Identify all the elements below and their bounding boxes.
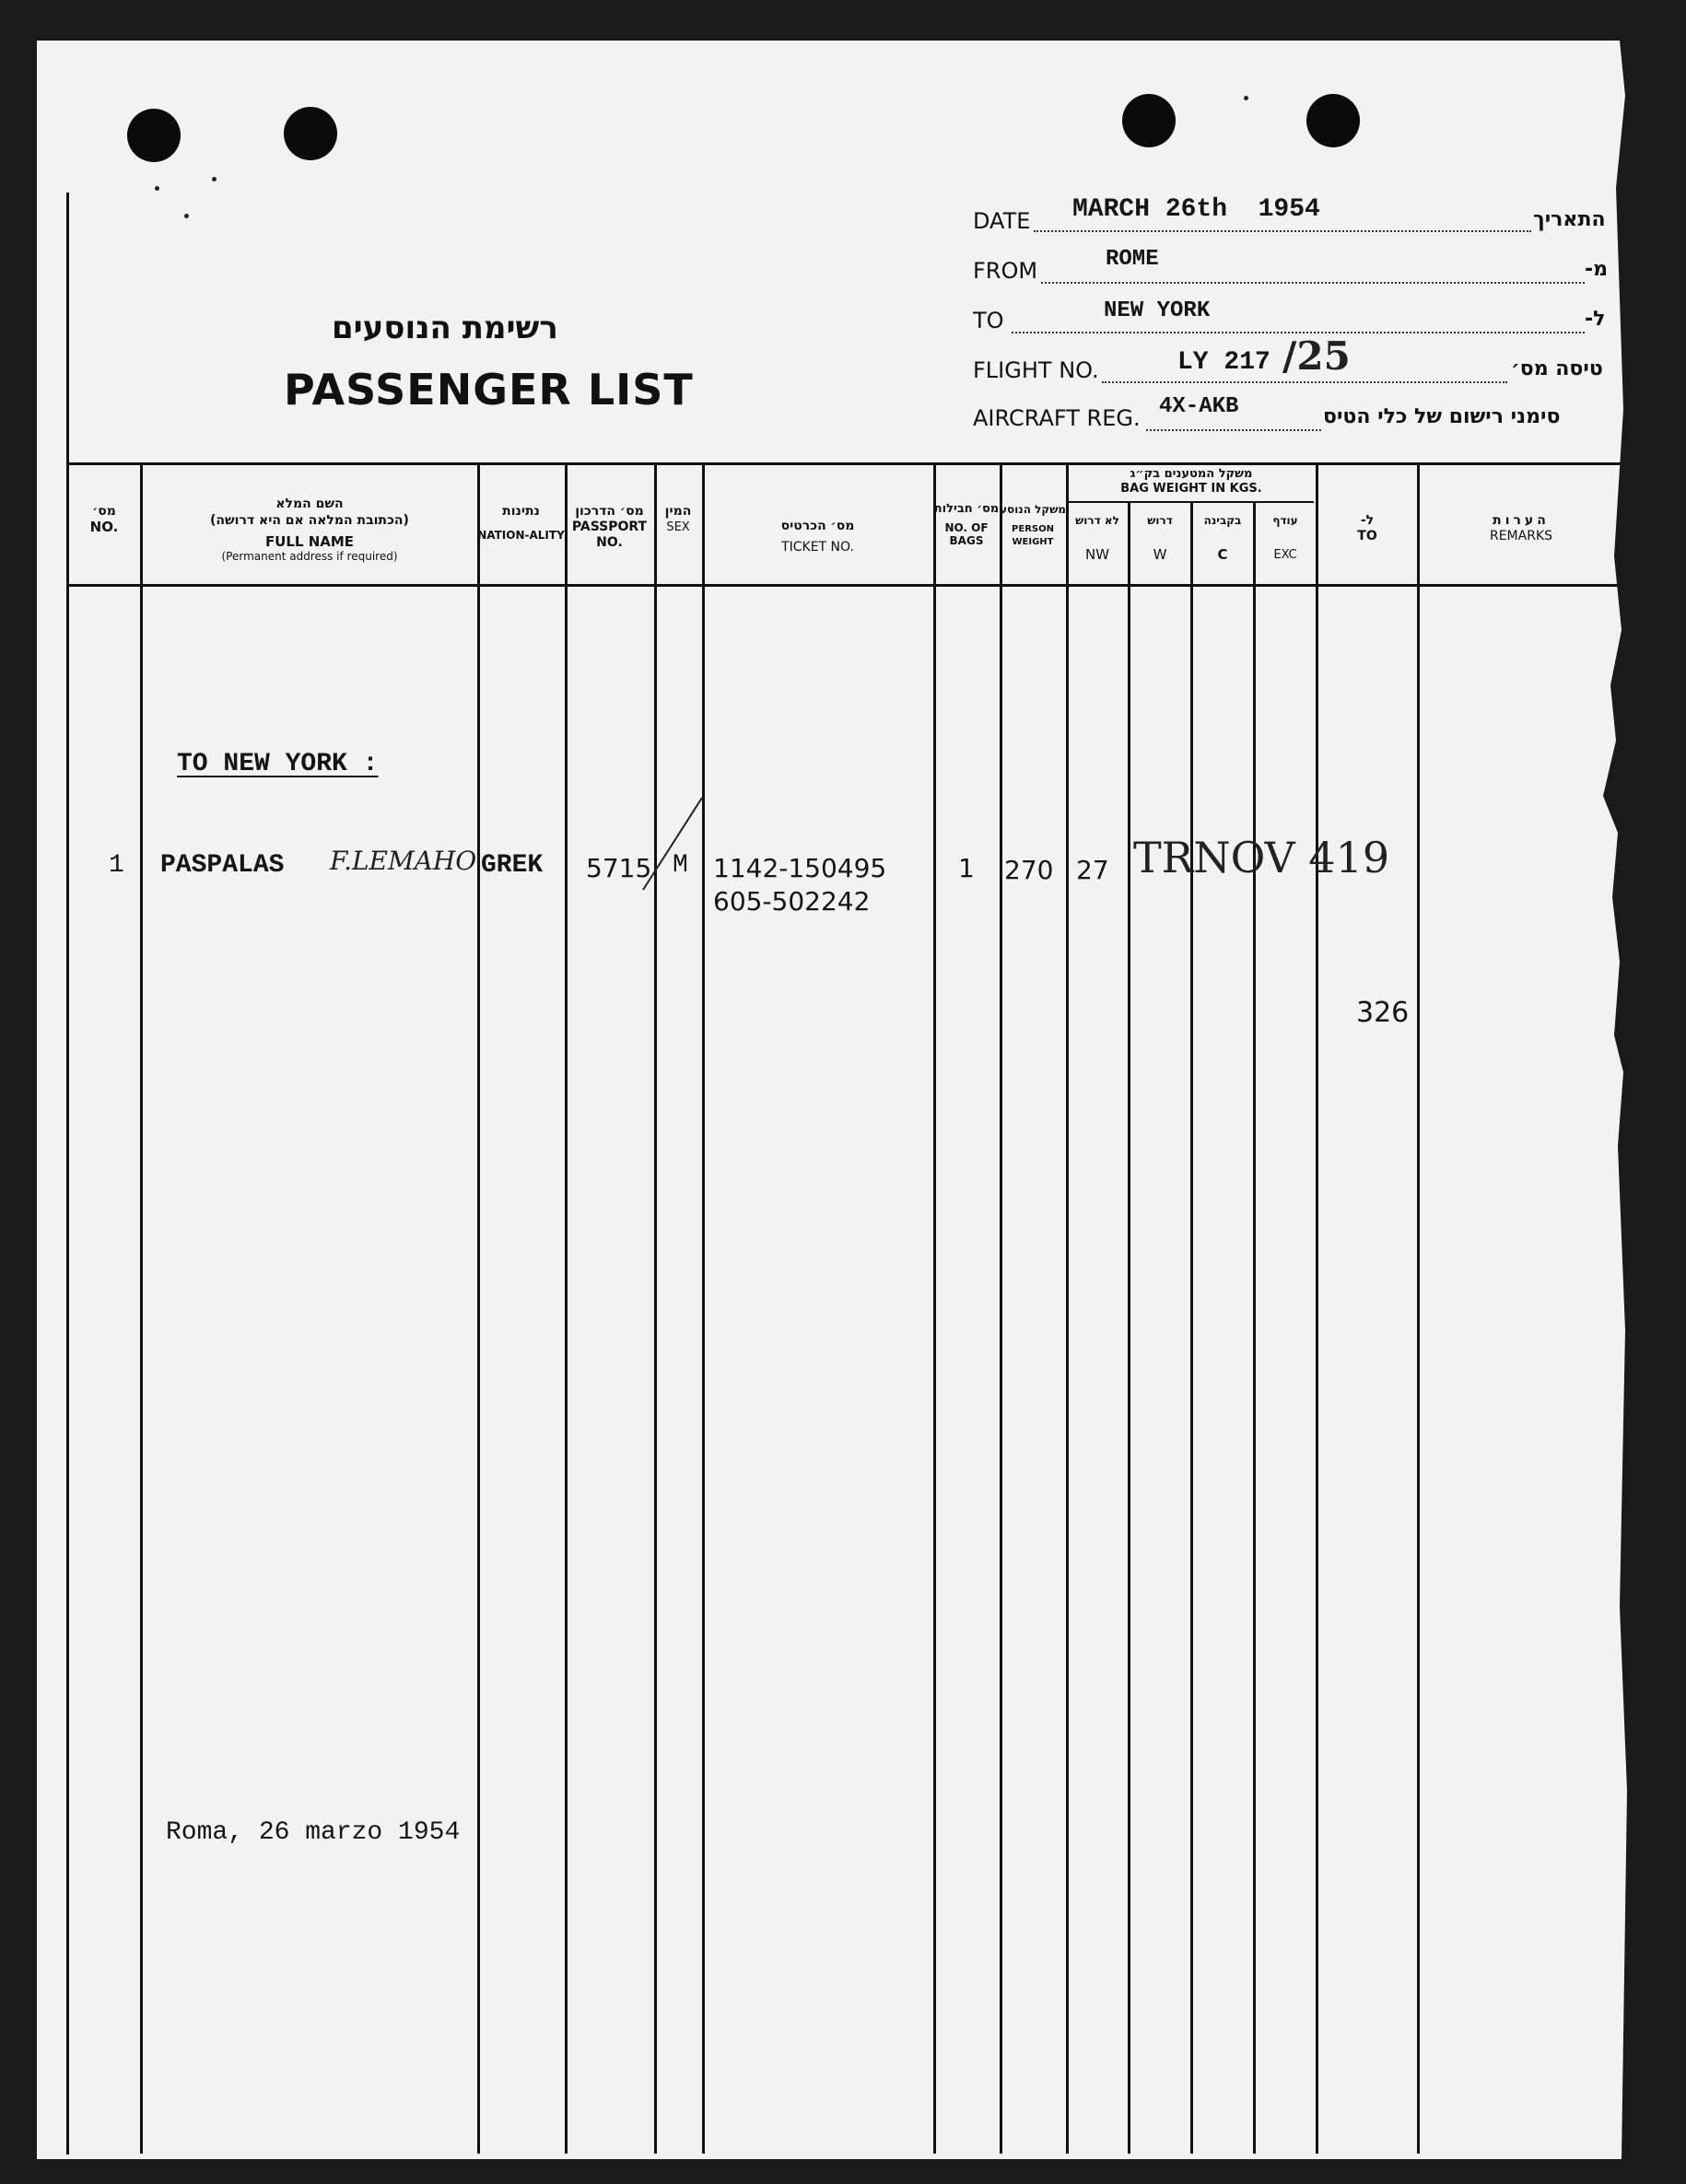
col-header-to xyxy=(1317,512,1417,544)
col-divider xyxy=(565,462,568,2154)
to-value: NEW YORK xyxy=(1104,298,1211,323)
passport-check-stroke xyxy=(626,794,719,905)
punch-hole xyxy=(127,109,181,162)
col-divider xyxy=(1000,462,1002,2154)
to-label-hebrew: ל- xyxy=(1585,308,1606,331)
nationality-value: GREK xyxy=(481,851,544,880)
flight-line xyxy=(1102,381,1507,383)
col-divider xyxy=(1316,462,1318,2154)
flight-label-hebrew: טיסה מס׳ xyxy=(1511,357,1603,380)
col-header-to-en: TO xyxy=(1357,529,1377,543)
from-label-hebrew: מ- xyxy=(1585,258,1609,281)
col-header-ticket-en: TICKET NO. xyxy=(781,540,854,555)
footer-place-date: Roma, 26 marzo 1954 xyxy=(166,1818,461,1847)
col-header-c-en: C xyxy=(1217,546,1228,563)
col-header-remarks-en: REMARKS xyxy=(1489,529,1553,543)
speck-mark xyxy=(155,186,159,191)
flight-label: FLIGHT NO. xyxy=(973,357,1099,383)
aircraft-value: 4X-AKB xyxy=(1159,394,1239,419)
date-value: MARCH 26th 1954 xyxy=(1072,195,1320,224)
col-header-nationality xyxy=(477,503,565,542)
speck-mark xyxy=(1244,96,1248,100)
col-header-bag-group-he: משקל המטענים בק״ג xyxy=(1130,467,1253,481)
table-header-rule xyxy=(66,584,1623,587)
from-value: ROME xyxy=(1106,247,1159,272)
bags-value: 1 xyxy=(958,853,975,883)
date-label: DATE xyxy=(973,208,1031,234)
speck-mark xyxy=(184,214,189,218)
left-border xyxy=(66,193,69,2155)
col-header-w xyxy=(1130,512,1190,563)
document-page xyxy=(37,41,1631,2159)
col-header-name-sub: (Permanent address if required) xyxy=(221,550,398,563)
col-header-weight-en: PERSON WEIGHT xyxy=(1012,524,1054,547)
col-header-bag-group xyxy=(1067,466,1316,496)
col-header-passport xyxy=(565,503,654,551)
margin-number: 326 xyxy=(1356,997,1410,1029)
col-header-ticket xyxy=(702,518,933,555)
from-line xyxy=(1041,282,1585,284)
col-divider xyxy=(140,462,143,2154)
col-header-w-en: W xyxy=(1153,546,1167,563)
col-header-exc-en: EXC xyxy=(1273,548,1297,562)
to-label: TO xyxy=(973,308,1004,333)
col-divider xyxy=(1417,462,1420,2154)
col-header-name xyxy=(142,496,477,563)
col-header-pass-he: מס׳ הדרכון xyxy=(575,504,644,519)
aircraft-label-hebrew: סימני רישום של כלי הטיס xyxy=(1323,405,1561,428)
col-header-exc xyxy=(1255,512,1316,563)
col-header-weight-he: משקל הנוסע xyxy=(999,503,1066,516)
aircraft-label: AIRCRAFT REG. xyxy=(973,405,1141,431)
col-header-remarks-he: הערות xyxy=(1493,513,1550,528)
col-header-no-he: מס׳ xyxy=(92,504,116,519)
punch-hole xyxy=(1122,94,1176,147)
col-header-c xyxy=(1192,512,1253,563)
col-divider xyxy=(1253,501,1256,2154)
col-header-to-he: ל- xyxy=(1360,513,1375,528)
punch-hole xyxy=(1306,94,1360,147)
col-header-pass-en: PASSPORT NO. xyxy=(571,520,648,550)
date-label-hebrew: התאריך xyxy=(1533,208,1606,231)
flight-suffix-handwritten: /25 xyxy=(1282,333,1351,379)
col-header-ticket-he: מס׳ הכרטיס xyxy=(780,519,855,533)
col-header-sex-en: SEX xyxy=(666,520,690,534)
col-header-nw-he: לא דרוש xyxy=(1075,514,1119,527)
title-hebrew: רשימת הנוסעים xyxy=(332,309,558,346)
col-divider xyxy=(1066,462,1069,2154)
sex-value: M xyxy=(673,851,688,880)
col-header-c-he: בקבינה xyxy=(1203,514,1242,527)
handwritten-remark: TRNOV 419 xyxy=(1133,833,1390,882)
ticket-value-2: 605-502242 xyxy=(713,886,871,917)
col-header-name-he2: (הכתובת המלאה אם היא דרושה) xyxy=(210,513,409,528)
col-divider xyxy=(702,462,705,2154)
section-heading: TO NEW YORK : xyxy=(177,750,379,778)
col-header-nw-en: NW xyxy=(1084,546,1110,563)
col-divider xyxy=(1128,501,1130,2154)
ticket-value-1: 1142-150495 xyxy=(713,853,887,883)
col-header-w-he: דרוש xyxy=(1147,514,1173,527)
speck-mark xyxy=(212,177,217,181)
col-header-bags xyxy=(933,501,1000,547)
col-divider xyxy=(654,462,657,2154)
col-divider xyxy=(477,462,480,2154)
table-top-rule xyxy=(66,462,1623,465)
col-header-sex xyxy=(654,503,702,535)
col-header-name-en: FULL NAME xyxy=(264,533,355,550)
passenger-surname: PASPALAS xyxy=(160,851,285,880)
col-header-bag-group-en: BAG WEIGHT IN KGS. xyxy=(1120,482,1262,496)
col-header-nat-he: נתינות xyxy=(502,504,540,519)
weight-value: 270 xyxy=(1004,855,1054,885)
col-header-name-he1: השם המלא xyxy=(275,496,344,511)
title-english: PASSENGER LIST xyxy=(284,365,694,415)
col-header-no-en: NO. xyxy=(89,519,119,535)
torn-edge xyxy=(1566,41,1631,2159)
col-header-exc-he: עודף xyxy=(1272,514,1298,527)
col-header-weight xyxy=(1000,501,1066,549)
punch-hole xyxy=(284,107,337,160)
handwritten-given-name: F.LEMAHO xyxy=(330,846,477,876)
col-divider xyxy=(933,462,936,2154)
row-number: 1 xyxy=(109,851,124,880)
col-header-bags-he: מס׳ חבילות xyxy=(933,502,1000,516)
from-label: FROM xyxy=(973,258,1038,284)
flight-value: LY 217 xyxy=(1177,348,1270,377)
col-header-bags-en: NO. OF BAGS xyxy=(944,521,989,547)
passport-value: 5715 xyxy=(586,853,652,883)
bag-nw-value: 27 xyxy=(1076,855,1109,885)
col-header-sex-he: המין xyxy=(664,504,692,519)
col-header-nw xyxy=(1067,512,1128,563)
aircraft-line xyxy=(1146,429,1321,431)
date-line xyxy=(1034,230,1531,232)
col-divider xyxy=(1190,501,1193,2154)
col-header-no xyxy=(68,503,140,535)
col-header-nat-en: NATION-ALITY xyxy=(477,529,565,542)
